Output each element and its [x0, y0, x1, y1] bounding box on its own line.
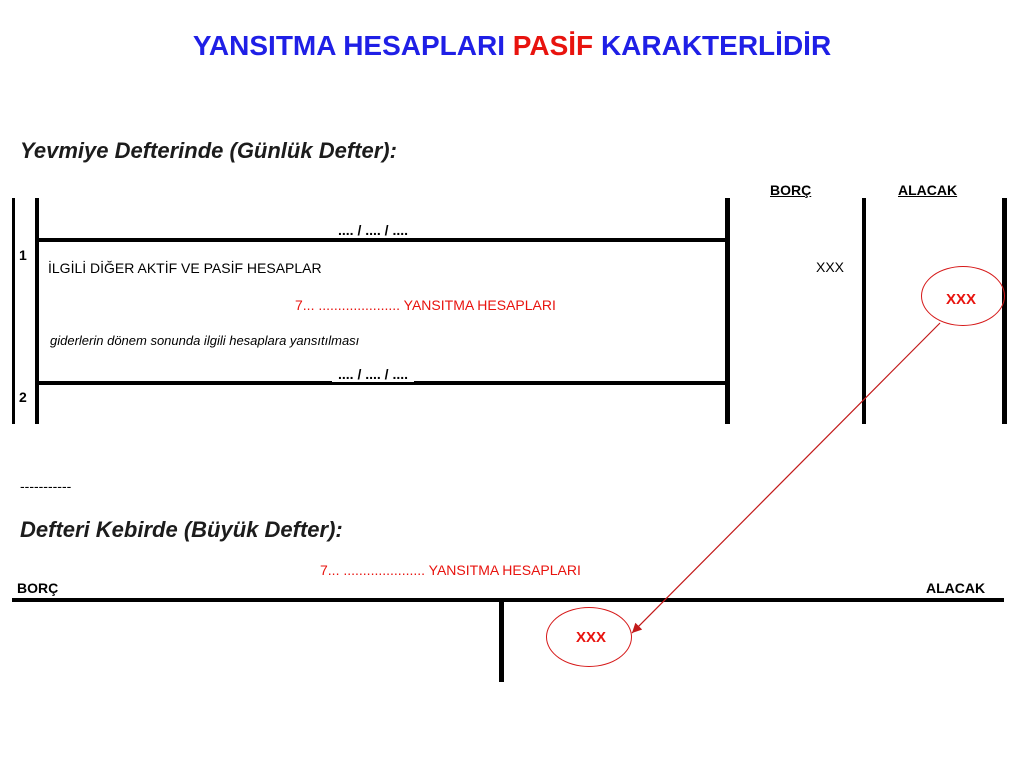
title-part-1: YANSITMA HESAPLARI [192, 30, 505, 61]
journal-explanation: giderlerin dönem sonunda ilgili hesaplara yansıtılması [50, 333, 360, 348]
journal-credit-header: ALACAK [898, 182, 958, 198]
journal-row-number-2: 2 [19, 389, 27, 405]
journal-date-bottom: .... / .... / .... [332, 366, 414, 382]
journal-debit-amount: XXX [816, 259, 845, 275]
journal-credit-amount: XXX [946, 291, 977, 308]
journal-heading: Yevmiye Defterinde (Günlük Defter): [20, 138, 397, 163]
title-part-2: PASİF [512, 30, 594, 61]
ledger-credit-header: ALACAK [926, 580, 986, 596]
journal-debit-header: BORÇ [770, 182, 812, 198]
journal-debit-account: İLGİLİ DİĞER AKTİF VE PASİF HESAPLAR [48, 260, 322, 276]
journal-credit-account: 7... ..................... YANSITMA HESAPLARI [295, 297, 556, 313]
journal-date-top: .... / .... / .... [332, 222, 414, 238]
section-separator: ----------- [20, 478, 72, 494]
ledger-credit-amount: XXX [576, 629, 607, 646]
ledger-account-name: 7... ..................... YANSITMA HESAPLARI [320, 562, 581, 578]
title-part-3: KARAKTERLİDİR [600, 30, 832, 61]
ledger-heading: Defteri Kebirde (Büyük Defter): [20, 517, 343, 542]
ledger-debit-header: BORÇ [17, 580, 59, 596]
journal-row-number-1: 1 [19, 247, 27, 263]
